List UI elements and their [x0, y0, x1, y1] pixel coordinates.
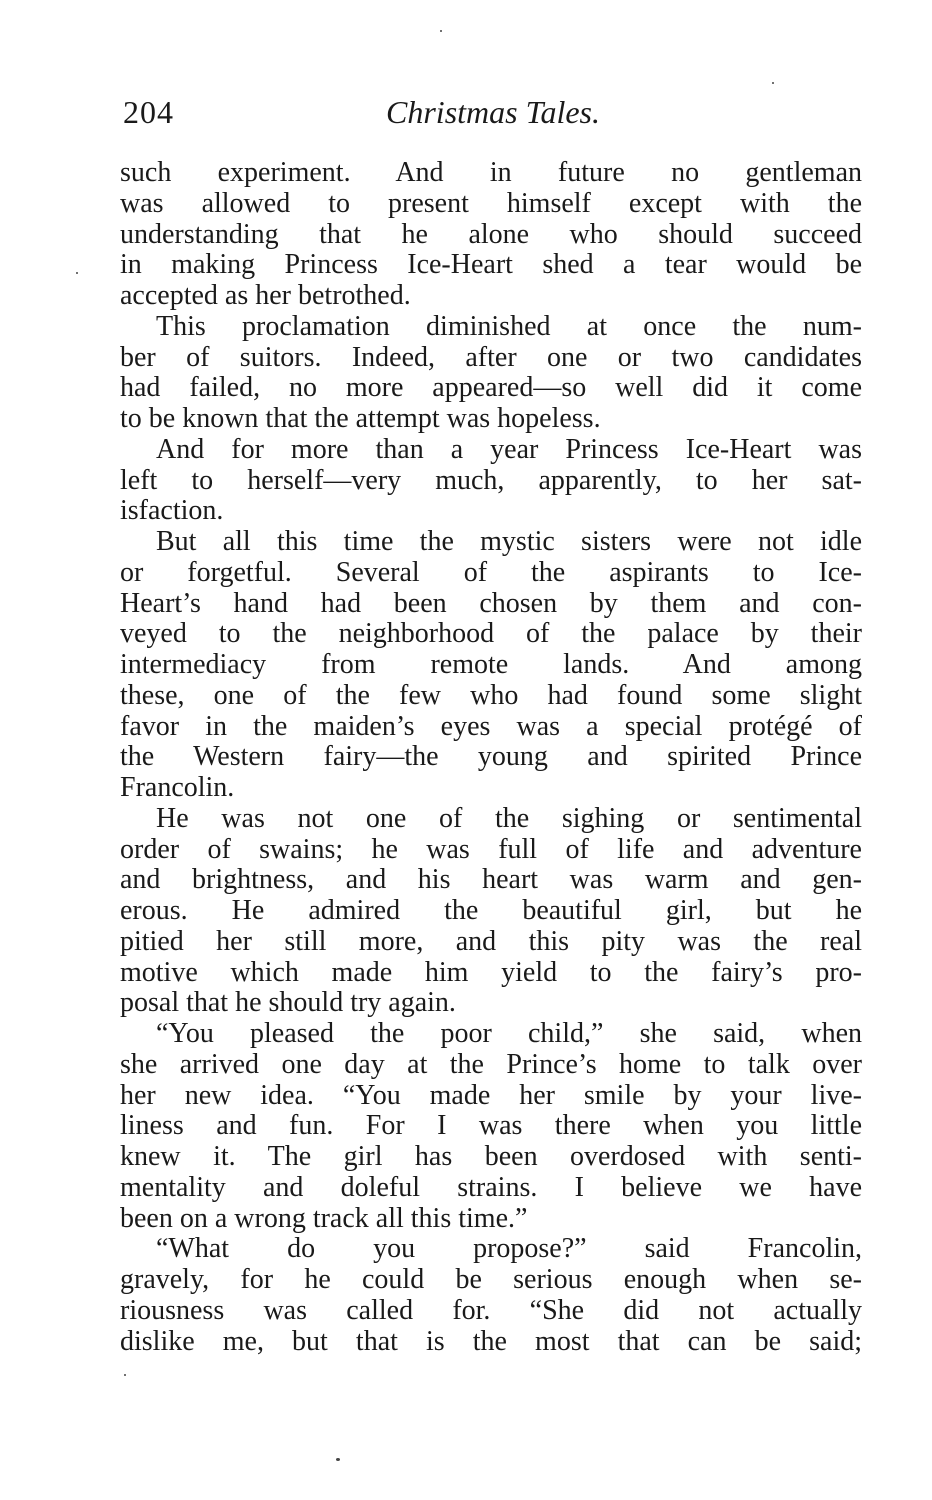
text-line: in making Princess Ice-Heart shed a tear would be	[120, 250, 862, 281]
text-line: dislike me, but that is the most that can be said;	[120, 1326, 862, 1357]
text-line: isfaction.	[120, 496, 224, 527]
text-line: ber of suitors. Indeed, after one or two candidates	[120, 342, 862, 373]
scan-speck	[772, 82, 774, 84]
running-title: Christmas Tales.	[386, 94, 600, 130]
text-line: such experiment. And in future no gentleman	[120, 158, 862, 188]
text-line: This proclamation diminished at once the num-	[156, 311, 862, 342]
text-line: But all this time the mystic sisters were not idle	[156, 527, 862, 557]
text-line: veyed to the neighborhood of the palace by their	[120, 619, 862, 650]
text-line: mentality and doleful strains. I believe we have	[120, 1172, 862, 1203]
text-line: accepted as her betrothed.	[120, 281, 411, 311]
text-line: favor in the maiden’s eyes was a special protégé of	[120, 711, 862, 742]
text-line: knew it. The girl has been overdosed with senti-	[120, 1142, 862, 1172]
text-line: the Western fairy—the young and spirited Prince	[120, 742, 862, 773]
scan-speck	[76, 272, 78, 274]
text-line: And for more than a year Princess Ice-Heart was	[156, 434, 862, 465]
text-line: erous. He admired the beautiful girl, but he	[120, 896, 862, 926]
text-line: her new idea. “You made her smile by your live-	[120, 1080, 862, 1111]
text-line: intermediacy from remote lands. And among	[120, 650, 862, 680]
text-line: Heart’s hand had been chosen by them and con-	[120, 588, 862, 619]
text-line: motive which made him yield to the fairy’s pro-	[120, 957, 862, 988]
text-line: riousness was called for. “She did not actually	[120, 1295, 862, 1326]
text-line: and brightness, and his heart was warm and gen-	[120, 865, 862, 896]
text-line: “You pleased the poor child,” she said, when	[156, 1019, 862, 1049]
text-line: left to herself—very much, apparently, to her sat-	[120, 465, 862, 496]
text-line: she arrived one day at the Prince’s home to talk over	[120, 1049, 862, 1080]
text-line: gravely, for he could be serious enough when se-	[120, 1265, 862, 1295]
text-line: “What do you propose?” said Francolin,	[156, 1234, 862, 1265]
scan-speck	[124, 1374, 126, 1376]
text-line: pitied her still more, and this pity was the real	[120, 926, 862, 957]
text-line: order of swains; he was full of life and adventure	[120, 834, 862, 865]
text-line: posal that he should try again.	[120, 988, 456, 1019]
body-text	[120, 158, 862, 1357]
text-line: understanding that he alone who should succeed	[120, 219, 862, 250]
page-header	[123, 92, 863, 136]
scan-speck	[440, 30, 442, 32]
text-line: these, one of the few who had found some slight	[120, 680, 862, 711]
text-line: was allowed to present himself except with the	[120, 188, 862, 219]
text-line: to be known that the attempt was hopeless.	[120, 404, 601, 434]
text-line: or forgetful. Several of the aspirants to Ice-	[120, 557, 862, 588]
page-number: 204	[123, 94, 174, 130]
scan-speck	[336, 1458, 340, 1461]
text-line: Francolin.	[120, 773, 235, 803]
text-line: been on a wrong track all this time.”	[120, 1203, 528, 1234]
text-line: liness and fun. For I was there when you little	[120, 1111, 862, 1142]
text-line: He was not one of the sighing or sentimental	[156, 803, 862, 834]
text-line: had failed, no more appeared—so well did it come	[120, 373, 862, 404]
